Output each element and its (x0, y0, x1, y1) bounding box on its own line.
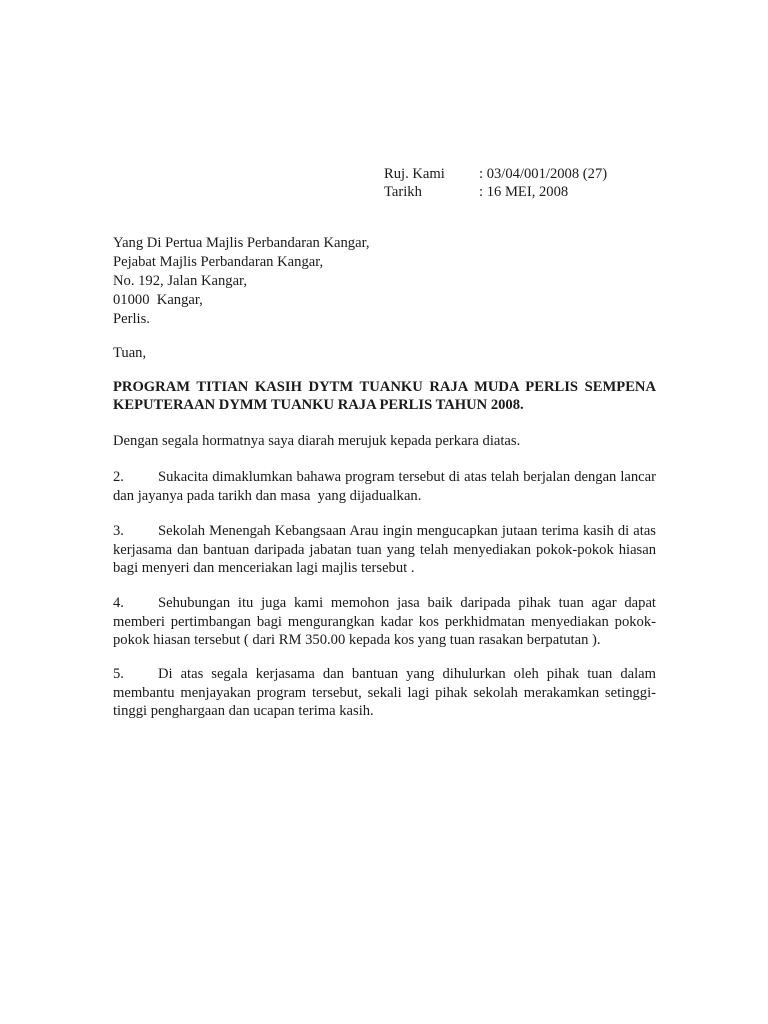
address-line-4: 01000 Kangar, (113, 292, 203, 308)
reference-row-tarikh (384, 183, 607, 201)
address-line-3: No. 192, Jalan Kangar, (113, 273, 247, 289)
tarikh-value: : 16 MEI, 2008 (479, 184, 569, 200)
paragraph-text: Sekolah Menengah Kebangsaan Arau ingin mengucapkan jutaan terima kasih di atas kerjasama dan bantuan daripada jabatan tuan yang telah menyediakan pokok-pokok hiasan bagi menyeri dan menceriakan lagi majlis tersebut . (113, 523, 656, 576)
paragraph-text: Sukacita dimaklumkan bahawa program tersebut di atas telah berjalan dengan lancar dan jayanya pada tarikh dan masa yang dijadualkan. (113, 469, 660, 504)
paragraph-5 (113, 665, 656, 721)
ruj-value: : 03/04/001/2008 (27) (479, 166, 608, 182)
paragraph-4 (113, 594, 656, 650)
address-line-2: Pejabat Majlis Perbandaran Kangar, (113, 254, 324, 270)
salutation: Tuan, (113, 345, 147, 361)
paragraph-text: Sehubungan itu juga kami memohon jasa baik daripada pihak tuan agar dapat memberi pertimbangan bagi mengurangkan kadar kos perkhidmatan menyediakan pokok-pokok hiasan tersebut ( dari RM 350.00 kepada kos yang tuan rasakan berpatutan ). (113, 595, 656, 648)
reference-block (384, 165, 607, 201)
paragraph-3 (113, 522, 656, 578)
subject-heading: PROGRAM TITIAN KASIH DYTM TUANKU RAJA MUDA PERLIS SEMPENA KEPUTERAAN DYMM TUANKU RAJA PERLIS TAHUN 2008. (113, 379, 656, 413)
paragraph-2 (113, 468, 660, 505)
address-line-5: Perlis. (113, 311, 150, 327)
paragraph-number: 5. (113, 666, 124, 682)
paragraph-number: 4. (113, 595, 124, 611)
paragraph-text: Di atas segala kerjasama dan bantuan yang dihulurkan oleh pihak tuan dalam membantu menjayakan program tersebut, sekali lagi pihak sekolah merakamkan setinggi-tinggi penghargaan dan ucapan terima kasih. (113, 666, 656, 719)
paragraph-number: 2. (113, 469, 124, 485)
paragraph-number: 3. (113, 523, 124, 539)
address-line-1: Yang Di Pertua Majlis Perbandaran Kangar, (113, 235, 370, 251)
ruj-label: Ruj. Kami (384, 166, 445, 182)
reference-row-ruj (384, 165, 607, 183)
recipient-address (113, 234, 370, 329)
tarikh-label: Tarikh (384, 184, 422, 200)
intro-paragraph: Dengan segala hormatnya saya diarah merujuk kepada perkara diatas. (113, 433, 521, 449)
